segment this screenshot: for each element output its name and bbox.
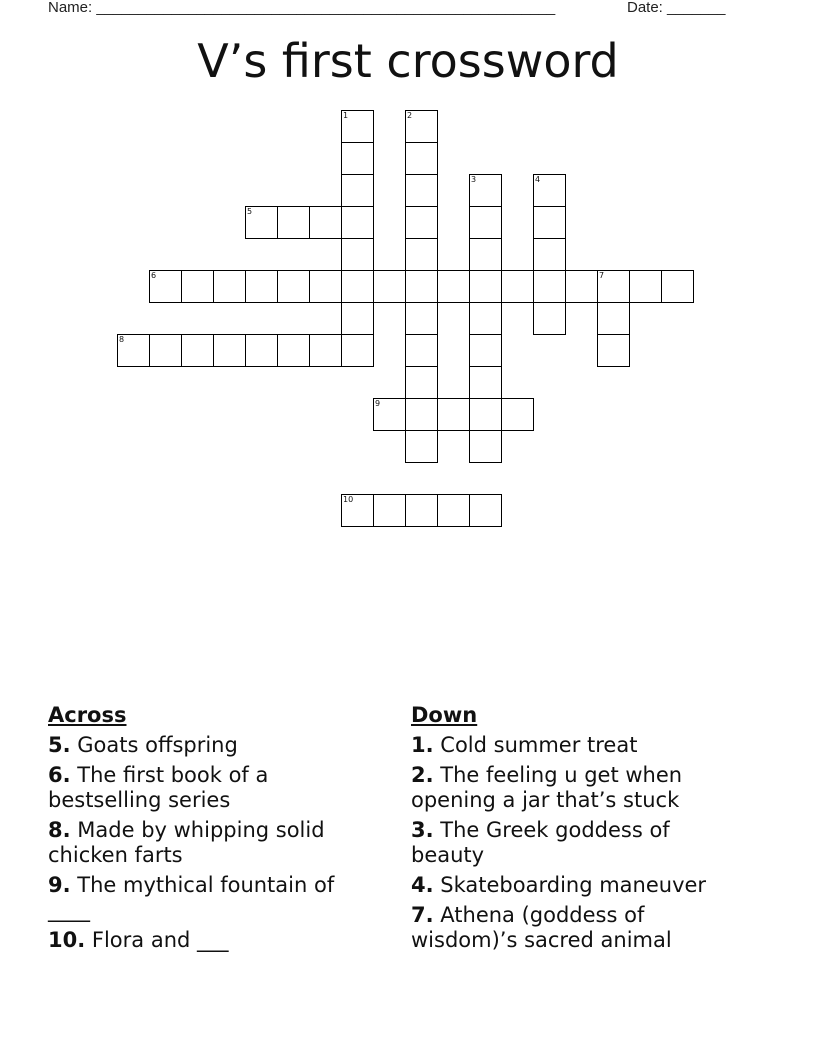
grid-cell[interactable] xyxy=(149,270,182,303)
clue-text: Athena (goddess of wisdom)’s sacred animal xyxy=(411,903,672,952)
date-field-label: Date: _______ xyxy=(627,0,726,16)
grid-cell[interactable] xyxy=(341,174,374,207)
clue-text: The first book of a bestselling series xyxy=(48,763,269,812)
clue-down-7 xyxy=(411,903,731,953)
grid-cell[interactable] xyxy=(309,206,342,239)
grid-cell[interactable] xyxy=(533,238,566,271)
grid-cell[interactable] xyxy=(341,238,374,271)
grid-cell[interactable] xyxy=(277,206,310,239)
down-heading: Down xyxy=(411,703,478,727)
clue-number: 8. xyxy=(48,818,71,842)
clue-number-label: 8 xyxy=(119,335,125,344)
grid-cell[interactable] xyxy=(341,206,374,239)
grid-cell[interactable] xyxy=(341,302,374,335)
clue-number: 9. xyxy=(48,873,71,897)
grid-cell[interactable] xyxy=(277,334,310,367)
grid-cell[interactable] xyxy=(661,270,694,303)
grid-cell[interactable] xyxy=(373,270,406,303)
clue-text: Skateboarding maneuver xyxy=(440,873,707,897)
grid-cell[interactable] xyxy=(533,270,566,303)
grid-cell[interactable] xyxy=(405,366,438,399)
clue-number-label: 5 xyxy=(247,207,253,216)
grid-cell[interactable] xyxy=(405,302,438,335)
clue-across-8 xyxy=(48,818,368,868)
clue-text: The feeling u get when opening a jar that’s stuck xyxy=(411,763,683,812)
grid-cell[interactable] xyxy=(213,334,246,367)
grid-cell[interactable] xyxy=(149,334,182,367)
clue-across-6 xyxy=(48,763,368,813)
clue-number: 5. xyxy=(48,733,71,757)
clue-number: 10. xyxy=(48,928,86,952)
grid-cell[interactable] xyxy=(405,430,438,463)
grid-cell[interactable] xyxy=(469,270,502,303)
grid-cell[interactable] xyxy=(469,206,502,239)
across-clues xyxy=(48,703,368,953)
grid-cell[interactable] xyxy=(469,366,502,399)
grid-cell[interactable] xyxy=(405,398,438,431)
grid-cell[interactable] xyxy=(565,270,598,303)
grid-cell[interactable] xyxy=(469,174,502,207)
grid-cell[interactable] xyxy=(309,334,342,367)
clue-number-label: 4 xyxy=(535,175,541,184)
clue-text: The mythical fountain of ____ xyxy=(48,873,335,922)
clue-number-label: 9 xyxy=(375,399,381,408)
grid-cell[interactable] xyxy=(341,494,374,527)
clue-text: The Greek goddess of beauty xyxy=(411,818,670,867)
clue-across-5 xyxy=(48,733,368,758)
grid-cell[interactable] xyxy=(469,302,502,335)
grid-cell[interactable] xyxy=(597,302,630,335)
clue-number-label: 10 xyxy=(343,495,354,504)
clue-down-1 xyxy=(411,733,731,758)
grid-cell[interactable] xyxy=(245,270,278,303)
clue-down-3 xyxy=(411,818,731,868)
grid-cell[interactable] xyxy=(181,270,214,303)
clue-down-2 xyxy=(411,763,731,813)
grid-cell[interactable] xyxy=(405,334,438,367)
grid-cell[interactable] xyxy=(181,334,214,367)
grid-cell[interactable] xyxy=(629,270,662,303)
clue-across-9 xyxy=(48,873,368,923)
clue-number: 2. xyxy=(411,763,434,787)
grid-cell[interactable] xyxy=(405,494,438,527)
grid-cell[interactable] xyxy=(501,398,534,431)
clue-number-label: 2 xyxy=(407,111,413,120)
grid-cell[interactable] xyxy=(533,302,566,335)
grid-cell[interactable] xyxy=(245,206,278,239)
grid-cell[interactable] xyxy=(117,334,150,367)
grid-cell[interactable] xyxy=(469,494,502,527)
grid-cell[interactable] xyxy=(405,110,438,143)
grid-cell[interactable] xyxy=(405,206,438,239)
grid-cell[interactable] xyxy=(341,334,374,367)
across-heading: Across xyxy=(48,703,127,727)
grid-cell[interactable] xyxy=(405,142,438,175)
puzzle-title: V’s first crossword xyxy=(197,34,619,88)
grid-cell[interactable] xyxy=(469,398,502,431)
clue-number-label: 6 xyxy=(151,271,157,280)
clue-number-label: 3 xyxy=(471,175,477,184)
grid-cell[interactable] xyxy=(533,206,566,239)
clue-number-label: 1 xyxy=(343,111,349,120)
grid-cell[interactable] xyxy=(533,174,566,207)
grid-cell[interactable] xyxy=(597,270,630,303)
grid-cell[interactable] xyxy=(437,270,470,303)
clue-text: Cold summer treat xyxy=(440,733,638,757)
clue-number: 6. xyxy=(48,763,71,787)
grid-cell[interactable] xyxy=(405,174,438,207)
grid-cell[interactable] xyxy=(405,238,438,271)
grid-cell[interactable] xyxy=(213,270,246,303)
grid-cell[interactable] xyxy=(437,398,470,431)
clue-down-4 xyxy=(411,873,731,898)
name-field-label: Name: _______________________________________________________ xyxy=(48,0,556,16)
clue-number: 3. xyxy=(411,818,434,842)
grid-cell[interactable] xyxy=(309,270,342,303)
clue-text: Goats offspring xyxy=(77,733,238,757)
grid-cell[interactable] xyxy=(373,398,406,431)
clue-across-10 xyxy=(48,928,368,953)
grid-cell[interactable] xyxy=(597,334,630,367)
down-clues xyxy=(411,703,731,953)
grid-cell[interactable] xyxy=(405,270,438,303)
clue-text: Flora and ___ xyxy=(91,928,229,952)
grid-cell[interactable] xyxy=(469,238,502,271)
grid-cell[interactable] xyxy=(341,270,374,303)
grid-cell[interactable] xyxy=(245,334,278,367)
grid-cell[interactable] xyxy=(469,334,502,367)
grid-cell[interactable] xyxy=(277,270,310,303)
grid-cell[interactable] xyxy=(501,270,534,303)
clue-text: Made by whipping solid chicken farts xyxy=(48,818,325,867)
grid-cell[interactable] xyxy=(437,494,470,527)
grid-cell[interactable] xyxy=(341,110,374,143)
clue-number: 7. xyxy=(411,903,434,927)
clue-number: 1. xyxy=(411,733,434,757)
grid-cell[interactable] xyxy=(469,430,502,463)
clue-number: 4. xyxy=(411,873,434,897)
grid-cell[interactable] xyxy=(373,494,406,527)
grid-cell[interactable] xyxy=(341,142,374,175)
clue-number-label: 7 xyxy=(599,271,605,280)
